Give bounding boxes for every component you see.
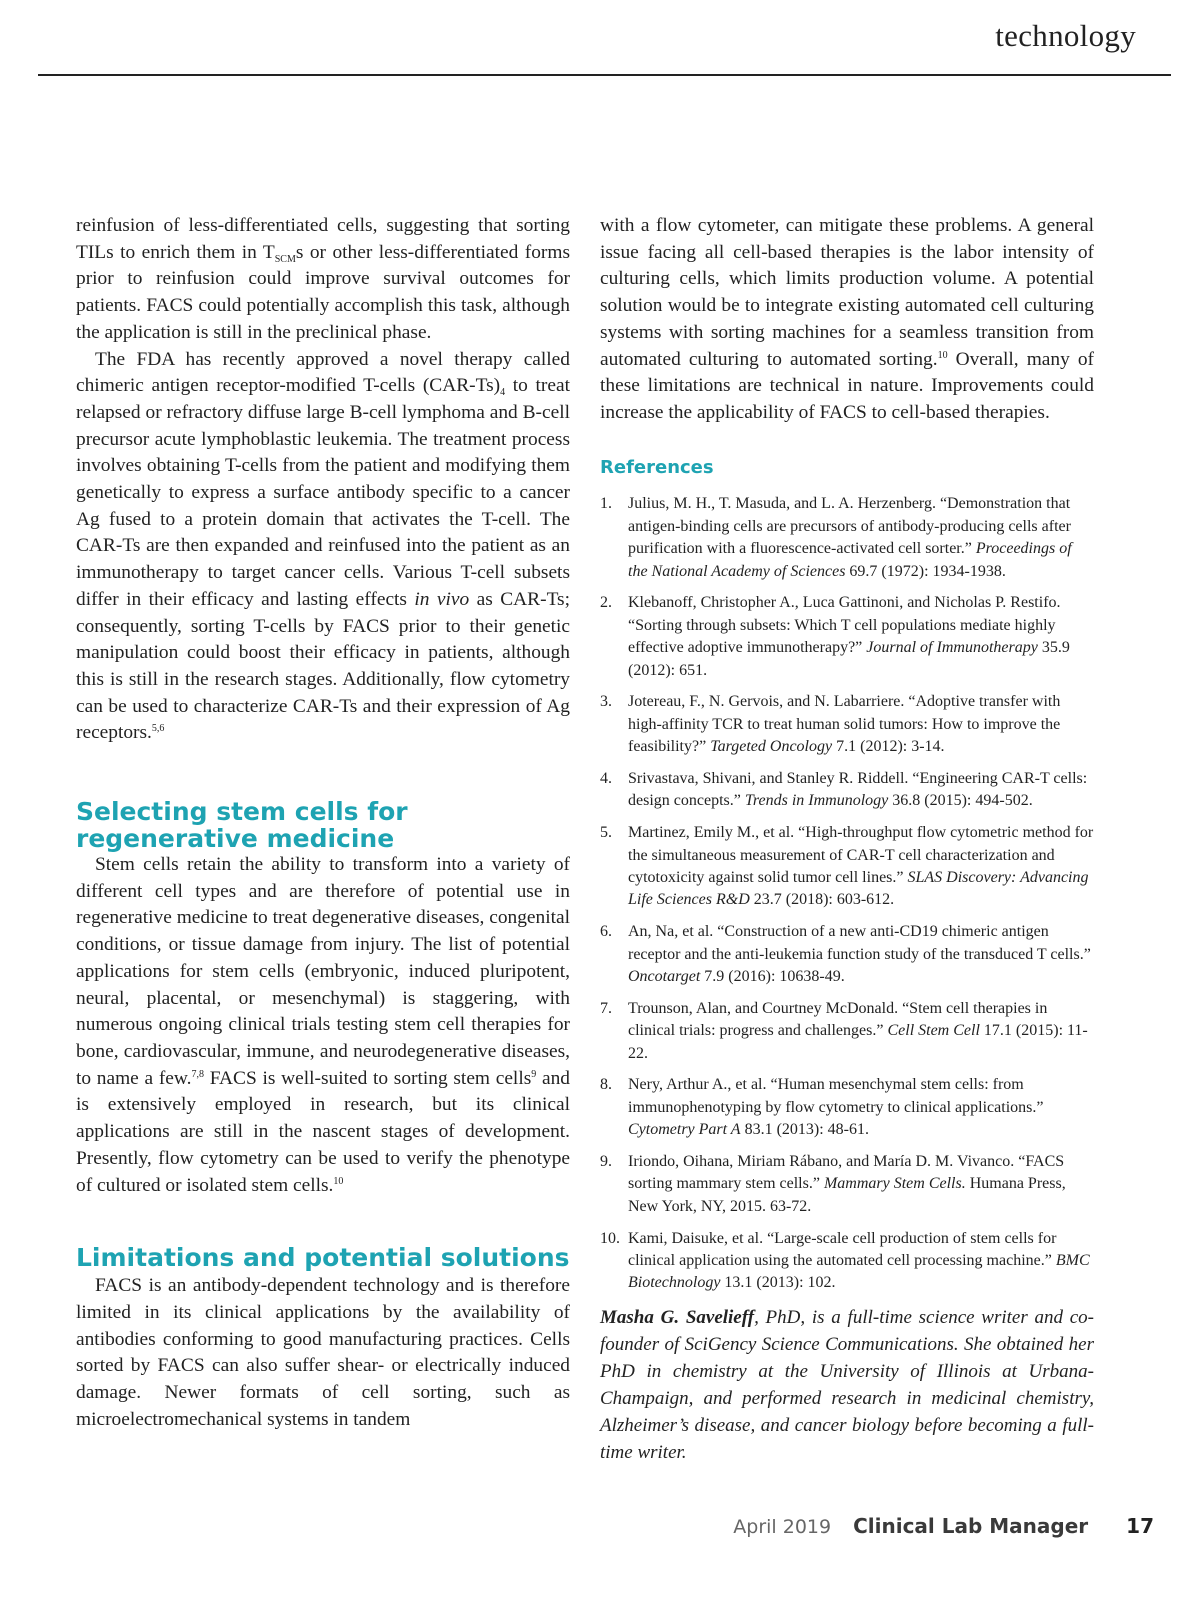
reference-list xyxy=(600,493,1094,1295)
header-rule xyxy=(38,74,1171,76)
reference-item: 5. Martinez, Emily M., et al. “High-throughput flow cytometric method for the simultaneous measurement of CAR-T cell characterization and cytotoxicity against solid tumor cell lines.” SLAS Discovery: Advancing Life Sciences R&D 23.7 (2018): 603-612. xyxy=(600,824,1094,909)
reference-item: 3. Jotereau, F., N. Gervois, and N. Labarriere. “Adoptive transfer with high-affinity TCR to treat human solid tumors: How to improve the feasibility?” Targeted Oncology 7.1 (2012): 3-14. xyxy=(600,693,1061,756)
section-label: technology xyxy=(995,18,1136,53)
author-name: Masha G. Savelieff xyxy=(600,1307,755,1329)
reference-item: 9. Iriondo, Oihana, Miriam Rábano, and María D. M. Vivanco. “FACS sorting mammary stem cells.” Mammary Stem Cells. Humana Press, New York, NY, 2015. 63-72. xyxy=(600,1153,1066,1215)
references-heading: References xyxy=(600,456,714,478)
reference-item: 10. Kami, Daisuke, et al. “Large-scale cell production of stem cells for clinical application using the automated cell processing machine.” BMC Biotechnology 13.1 (2013): 102. xyxy=(600,1229,1090,1292)
reference-item: 2. Klebanoff, Christopher A., Luca Gattinoni, and Nicholas P. Restifo. “Sorting through subsets: Which T cell populations mediate highly effective adoptive immunotherapy?” Journal of Immunotherapy 35.9 (2012): 651. xyxy=(600,594,1070,679)
heading-limitations: Limitations and potential solutions xyxy=(76,1243,570,1273)
page-number: 17 xyxy=(1126,1514,1154,1538)
page-footer xyxy=(733,1514,1154,1544)
issue-date: April 2019 xyxy=(733,1516,832,1538)
right-column xyxy=(600,213,1094,1466)
paragraph-automation: with a flow cytometer, can mitigate these problems. A general issue facing all cell-based therapies is the labor intensity of culturing cells, which limits production volume. A potential solution would be to integrate existing automated cell culturing systems with sorting machines for a seamless transition from automated culturing to automated sorting.$^{10}$ Overall, many of these limitations are technical in nature. Improvements could increase the applicability of FACS to cell-based therapies. xyxy=(600,215,1094,423)
paragraph-limitations: FACS is an antibody-dependent technology and is therefore limited in its clinical applications by the availability of antibodies conforming to good manufacturing practices. Cells sorted by FACS can also suffer shear- or electrically induced damage. Newer formats of cell sorting, such as microelectromechanical systems in tandem xyxy=(76,1275,570,1430)
reference-item: 8. Nery, Arthur A., et al. “Human mesenchymal stem cells: from immunophenotyping by flow cytometry to clinical applications.” Cytometry Part A 83.1 (2013): 48-61. xyxy=(600,1076,1044,1139)
paragraph-car-t: The FDA has recently approved a novel therapy called chimeric antigen receptor-modified T-cells $(CAR-Ts)_4$ to treat relapsed or refractory diffuse large B-cell lymphoma and B-cell precursor acute lymphoblastic leukemia. The treatment process involves obtaining T-cells from the patient and modifying them genetically to express a surface antibody specific to a cancer Ag fused to a protein domain that activates the T-cell. The CAR-Ts are then expanded and reinfused into the patient as an immunotherapy to target cancer cells. Various T-cell subsets differ in their efficacy and lasting effects in vivo as CAR-Ts; consequently, sorting T-cells by FACS prior to their genetic manipulation could boost their efficacy in patients, although this is still in the research stages. Additionally, flow cytometry can be used to characterize CAR-Ts and their expression of Ag receptors.$^{5,6}$ xyxy=(76,348,570,744)
reference-item: 6. An, Na, et al. “Construction of a new anti-CD19 chimeric antigen receptor and the anti-leukemia function study of the transduced T cells.” Oncotarget 7.9 (2016): 10638-49. xyxy=(600,923,1091,985)
reference-item: 1. Julius, M. H., T. Masuda, and L. A. Herzenberg. “Demonstration that antigen-binding cells are precursors of antibody-producing cells after purification with a fluorescence-activated cell sorter.” Proceedings of the National Academy of Sciences 69.7 (1972): 1934-1938. xyxy=(600,495,1072,580)
heading-stem-cells: Selecting stem cells for regenerative medicine xyxy=(76,797,408,854)
magazine-name: Clinical Lab Manager xyxy=(853,1514,1089,1538)
reference-item: 7. Trounson, Alan, and Courtney McDonald. “Stem cell therapies in clinical trials: progress and challenges.” Cell Stem Cell 17.1 (2015): 11-22. xyxy=(600,999,1088,1062)
paragraph-til-sorting: reinfusion of less-differentiated cells, suggesting that sorting TILs to enrich them in $T_{SCM}s$ or other less-differentiated forms prior to reinfusion could improve survival outcomes for patients. FACS could potentially accomplish this task, although the application is still in the preclinical phase. xyxy=(76,215,571,343)
left-column xyxy=(76,213,570,1433)
author-bio: Masha G. Savelieff, PhD, is a full-time science writer and co-founder of SciGency Science Communications. She obtained her PhD in chemistry at the University of Illinois at Urbana-Champaign, and performed research in medicinal chemistry, Alzheimer’s disease, and cancer biology before becoming a full-time writer. xyxy=(600,1307,1095,1464)
paragraph-stem-cells: Stem cells retain the ability to transform into a variety of different cell types and are therefore of potential use in regenerative medicine to treat degenerative diseases, congenital conditions, or tissue damage from injury. The list of potential applications for stem cells (embryonic, induced pluripotent, neural, placental, or mesenchymal) is staggering, with numerous ongoing clinical trials testing stem cell therapies for bone, cardiovascular, immune, and neurodegenerative diseases, to name a few.$^{7,8}$ FACS is well-suited to sorting stem cells$^9$ and is extensively employed in research, but its clinical applications are still in the nascent stages of development. Presently, flow cytometry can be used to verify the phenotype of cultured or isolated stem cells.$^{10}$ xyxy=(76,854,570,1196)
reference-item: 4. Srivastava, Shivani, and Stanley R. Riddell. “Engineering CAR-T cells: design concepts.” Trends in Immunology 36.8 (2015): 494-502. xyxy=(600,769,1088,810)
